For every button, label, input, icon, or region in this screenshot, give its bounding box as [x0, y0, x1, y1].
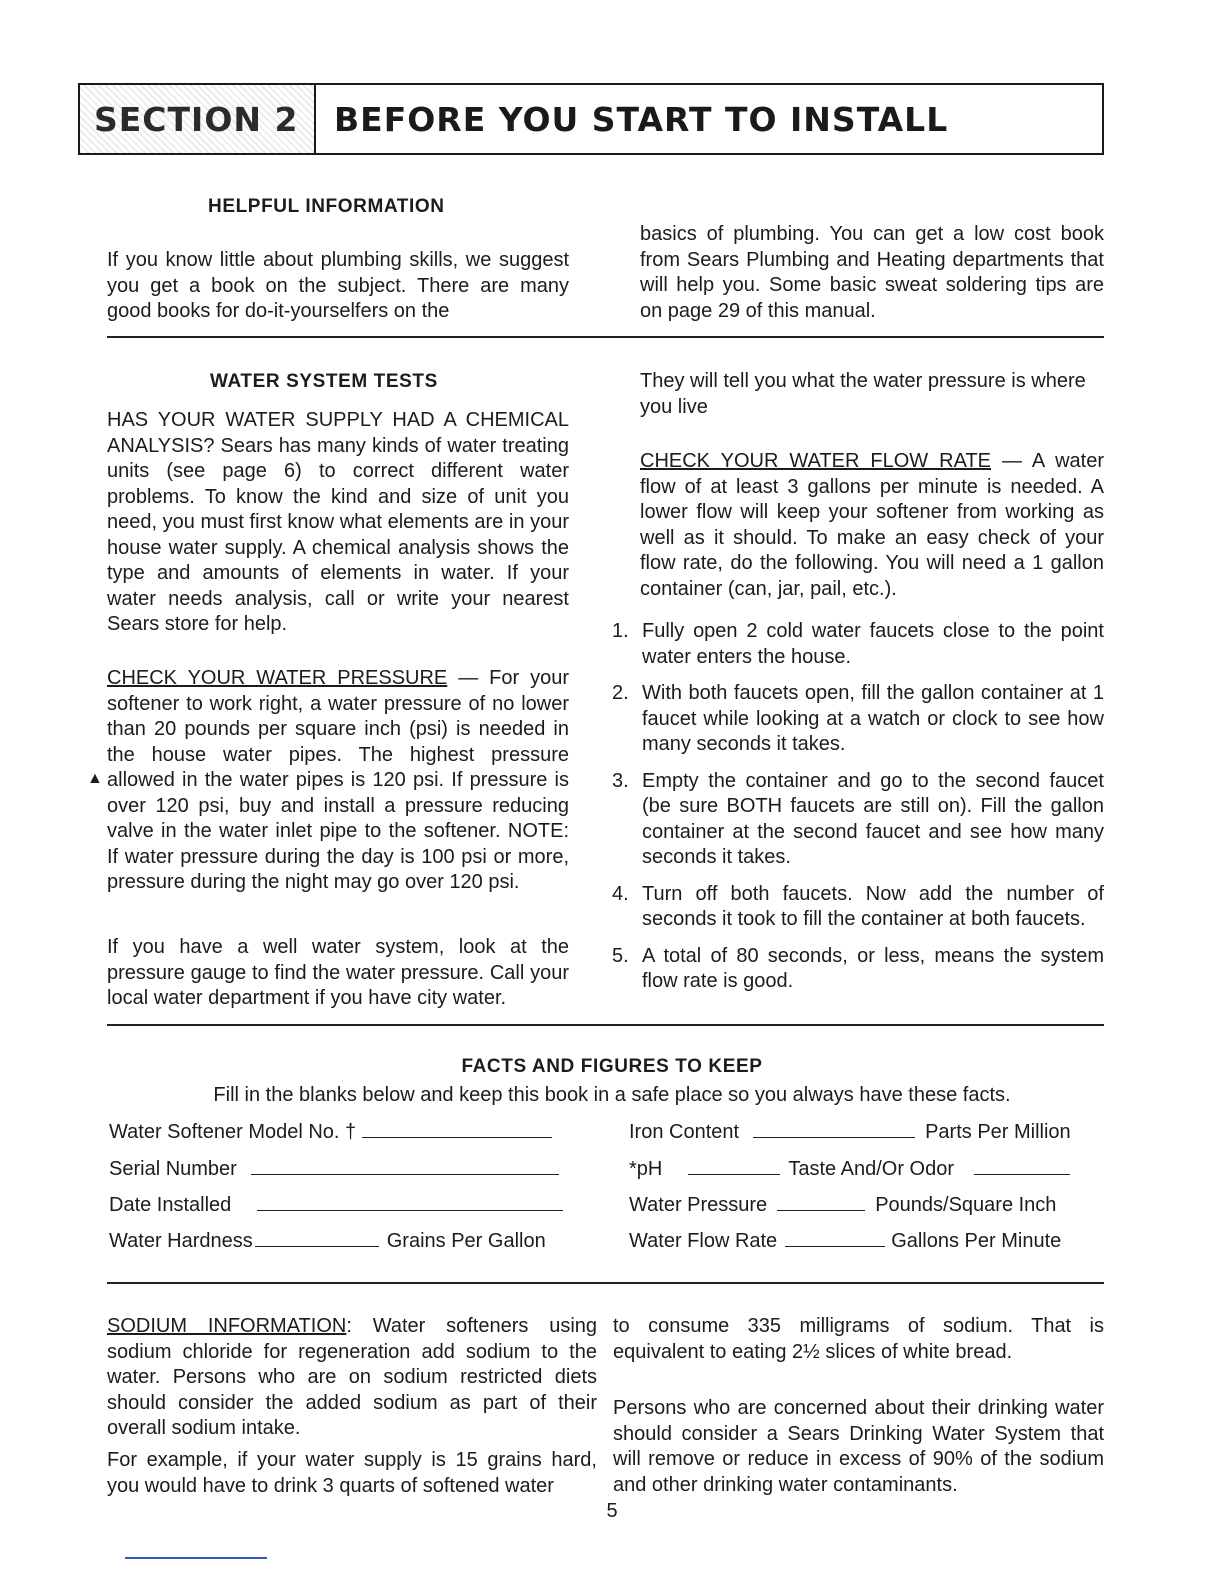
water-hardness-blank[interactable]: [255, 1228, 379, 1247]
helpful-left-text: If you know little about plumbing skills, we suggest you get a book on the subject. There are many good books for do-it-yourselfers on the: [107, 249, 569, 322]
ph-label: *pH: [629, 1158, 663, 1180]
list-item: [612, 619, 1104, 670]
water-flow-rate-blank[interactable]: [785, 1228, 885, 1247]
model-number-field: [109, 1119, 558, 1145]
serial-number-label: Serial Number: [109, 1158, 237, 1180]
iron-content-blank[interactable]: [753, 1119, 915, 1138]
model-number-blank[interactable]: [362, 1119, 552, 1138]
drinking-water-text: Persons who are concerned about their drinking water should consider a Sears Drinking Water System that will remove or reduce in excess of 90% of the sodium and other drinking water contaminants.: [613, 1397, 1104, 1496]
sodium-paragraph: [107, 1314, 597, 1442]
sodium-example-text: For example, if your water supply is 15 grains hard, you would have to drink 3 quarts of softened water: [107, 1449, 597, 1497]
water-hardness-unit: Grains Per Gallon: [386, 1230, 546, 1252]
facts-heading: FACTS AND FIGURES TO KEEP: [461, 1056, 763, 1077]
section-number: SECTION 2: [80, 85, 316, 153]
sodium-text: : Water softeners using sodium chloride for regeneration add sodium to the water. Persons who are on sodium restricted diets should consider the added sodium as part of their overall sodium intake.: [107, 1315, 598, 1439]
iron-content-label: Iron Content: [629, 1121, 740, 1143]
ph-field: [629, 1156, 1076, 1182]
sodium-consumption-text: to consume 335 milligrams of sodium. That is equivalent to eating 2½ slices of white bread.: [613, 1315, 1104, 1363]
step-text: Empty the container and go to the second faucet (be sure BOTH faucets are still on). Fill the gallon container at the second faucet and see how many seconds it takes.: [642, 769, 1104, 868]
list-item: [612, 769, 1104, 871]
list-item: [612, 681, 1104, 758]
ph-blank[interactable]: [688, 1156, 780, 1175]
list-item: [612, 882, 1104, 933]
pressure-followup-text: They will tell you what the water pressure is where you live: [640, 370, 1086, 418]
model-number-label: Water Softener Model No. †: [109, 1121, 357, 1143]
water-pressure-title: CHECK YOUR WATER PRESSURE: [107, 667, 448, 689]
date-installed-field: [109, 1192, 569, 1218]
list-item: [612, 944, 1104, 995]
water-hardness-field: [109, 1228, 546, 1254]
water-hardness-label: Water Hardness: [109, 1230, 253, 1252]
water-pressure-label: Water Pressure: [629, 1194, 768, 1216]
section-header: [78, 83, 1104, 155]
chemical-analysis-text: HAS YOUR WATER SUPPLY HAD A CHEMICAL ANALYSIS? Sears has many kinds of water treating units (see page 6) to correct different water problems. To know the kind and size of unit you need, you must first know what elements are in your house water supply. A chemical analysis shows the type and amounts of elements in water. If your water needs analysis, call or write your nearest Sears store for help.: [107, 409, 569, 635]
water-flow-rate-unit: Gallons Per Minute: [891, 1230, 1062, 1252]
water-pressure-field: [629, 1192, 1056, 1218]
water-tests-heading: WATER SYSTEM TESTS: [210, 371, 438, 392]
iron-content-unit: Parts Per Million: [925, 1121, 1071, 1143]
helpful-heading: HELPFUL INFORMATION: [208, 196, 445, 217]
taste-odor-label: Taste And/Or Odor: [788, 1158, 954, 1180]
water-pressure-blank[interactable]: [777, 1192, 865, 1211]
taste-odor-blank[interactable]: [974, 1156, 1070, 1175]
serial-number-field: [109, 1156, 565, 1182]
flow-rate-text: — A water flow of at least 3 gallons per minute is needed. A lower flow will keep your softener from working as well as it should. To make an easy check of your flow rate, do the following. You will need a 1 gallon container (can, jar, pail, etc.).: [640, 450, 1104, 600]
sodium-title: SODIUM INFORMATION: [107, 1315, 347, 1337]
water-flow-rate-label: Water Flow Rate: [629, 1230, 778, 1252]
footer-line: [125, 1557, 267, 1559]
flow-rate-paragraph: [640, 449, 1104, 602]
water-flow-rate-field: [629, 1228, 1061, 1254]
water-pressure-text: — For your softener to work right, a water pressure of no lower than 20 pounds per square inch (psi) is needed in the house water pipes. The highest pressure allowed in the water pipes is 120 psi. If pressure is over 120 psi, buy and install a pressure reducing valve in the water inlet pipe to the softener. NOTE: If water pressure during the day is 100 psi or more, pressure during the night may go over 120 psi.: [107, 667, 570, 893]
date-installed-blank[interactable]: [257, 1192, 563, 1211]
serial-number-blank[interactable]: [251, 1156, 559, 1175]
water-pressure-unit: Pounds/Square Inch: [875, 1194, 1057, 1216]
divider: [107, 336, 1104, 338]
flow-test-steps: [612, 619, 1104, 1006]
step-number: 3.: [612, 769, 629, 792]
step-number: 2.: [612, 682, 629, 704]
step-text: Fully open 2 cold water faucets close to the point water enters the house.: [642, 620, 1104, 668]
step-text: With both faucets open, fill the gallon container at 1 faucet while looking at a watch or clock to see how many seconds it takes.: [642, 682, 1104, 755]
step-number: 1.: [612, 620, 629, 642]
well-water-text: If you have a well water system, look at the pressure gauge to find the water pressure. Call your local water department if you have city water.: [107, 936, 569, 1009]
facts-subtitle: Fill in the blanks below and keep this book in a safe place so you always have these facts.: [213, 1084, 1011, 1106]
step-text: A total of 80 seconds, or less, means the system flow rate is good.: [642, 944, 1104, 992]
step-number: 5.: [612, 944, 629, 967]
helpful-right-text: basics of plumbing. You can get a low cost book from Sears Plumbing and Heating departments that will help you. Some basic sweat soldering tips are on page 29 of this manual.: [640, 223, 1104, 322]
page-number: 5: [606, 1500, 618, 1522]
divider: [107, 1282, 1104, 1284]
flow-rate-title: CHECK YOUR WATER FLOW RATE: [640, 450, 991, 472]
step-text: Turn off both faucets. Now add the number of seconds it took to fill the container at both faucets.: [642, 882, 1104, 930]
divider: [107, 1024, 1104, 1026]
iron-content-field: [629, 1119, 1071, 1145]
date-installed-label: Date Installed: [109, 1194, 232, 1216]
step-number: 4.: [612, 882, 629, 905]
warning-triangle-icon: ▲: [87, 770, 103, 787]
section-title: BEFORE YOU START TO INSTALL: [334, 99, 949, 139]
water-pressure-paragraph: [107, 666, 569, 896]
